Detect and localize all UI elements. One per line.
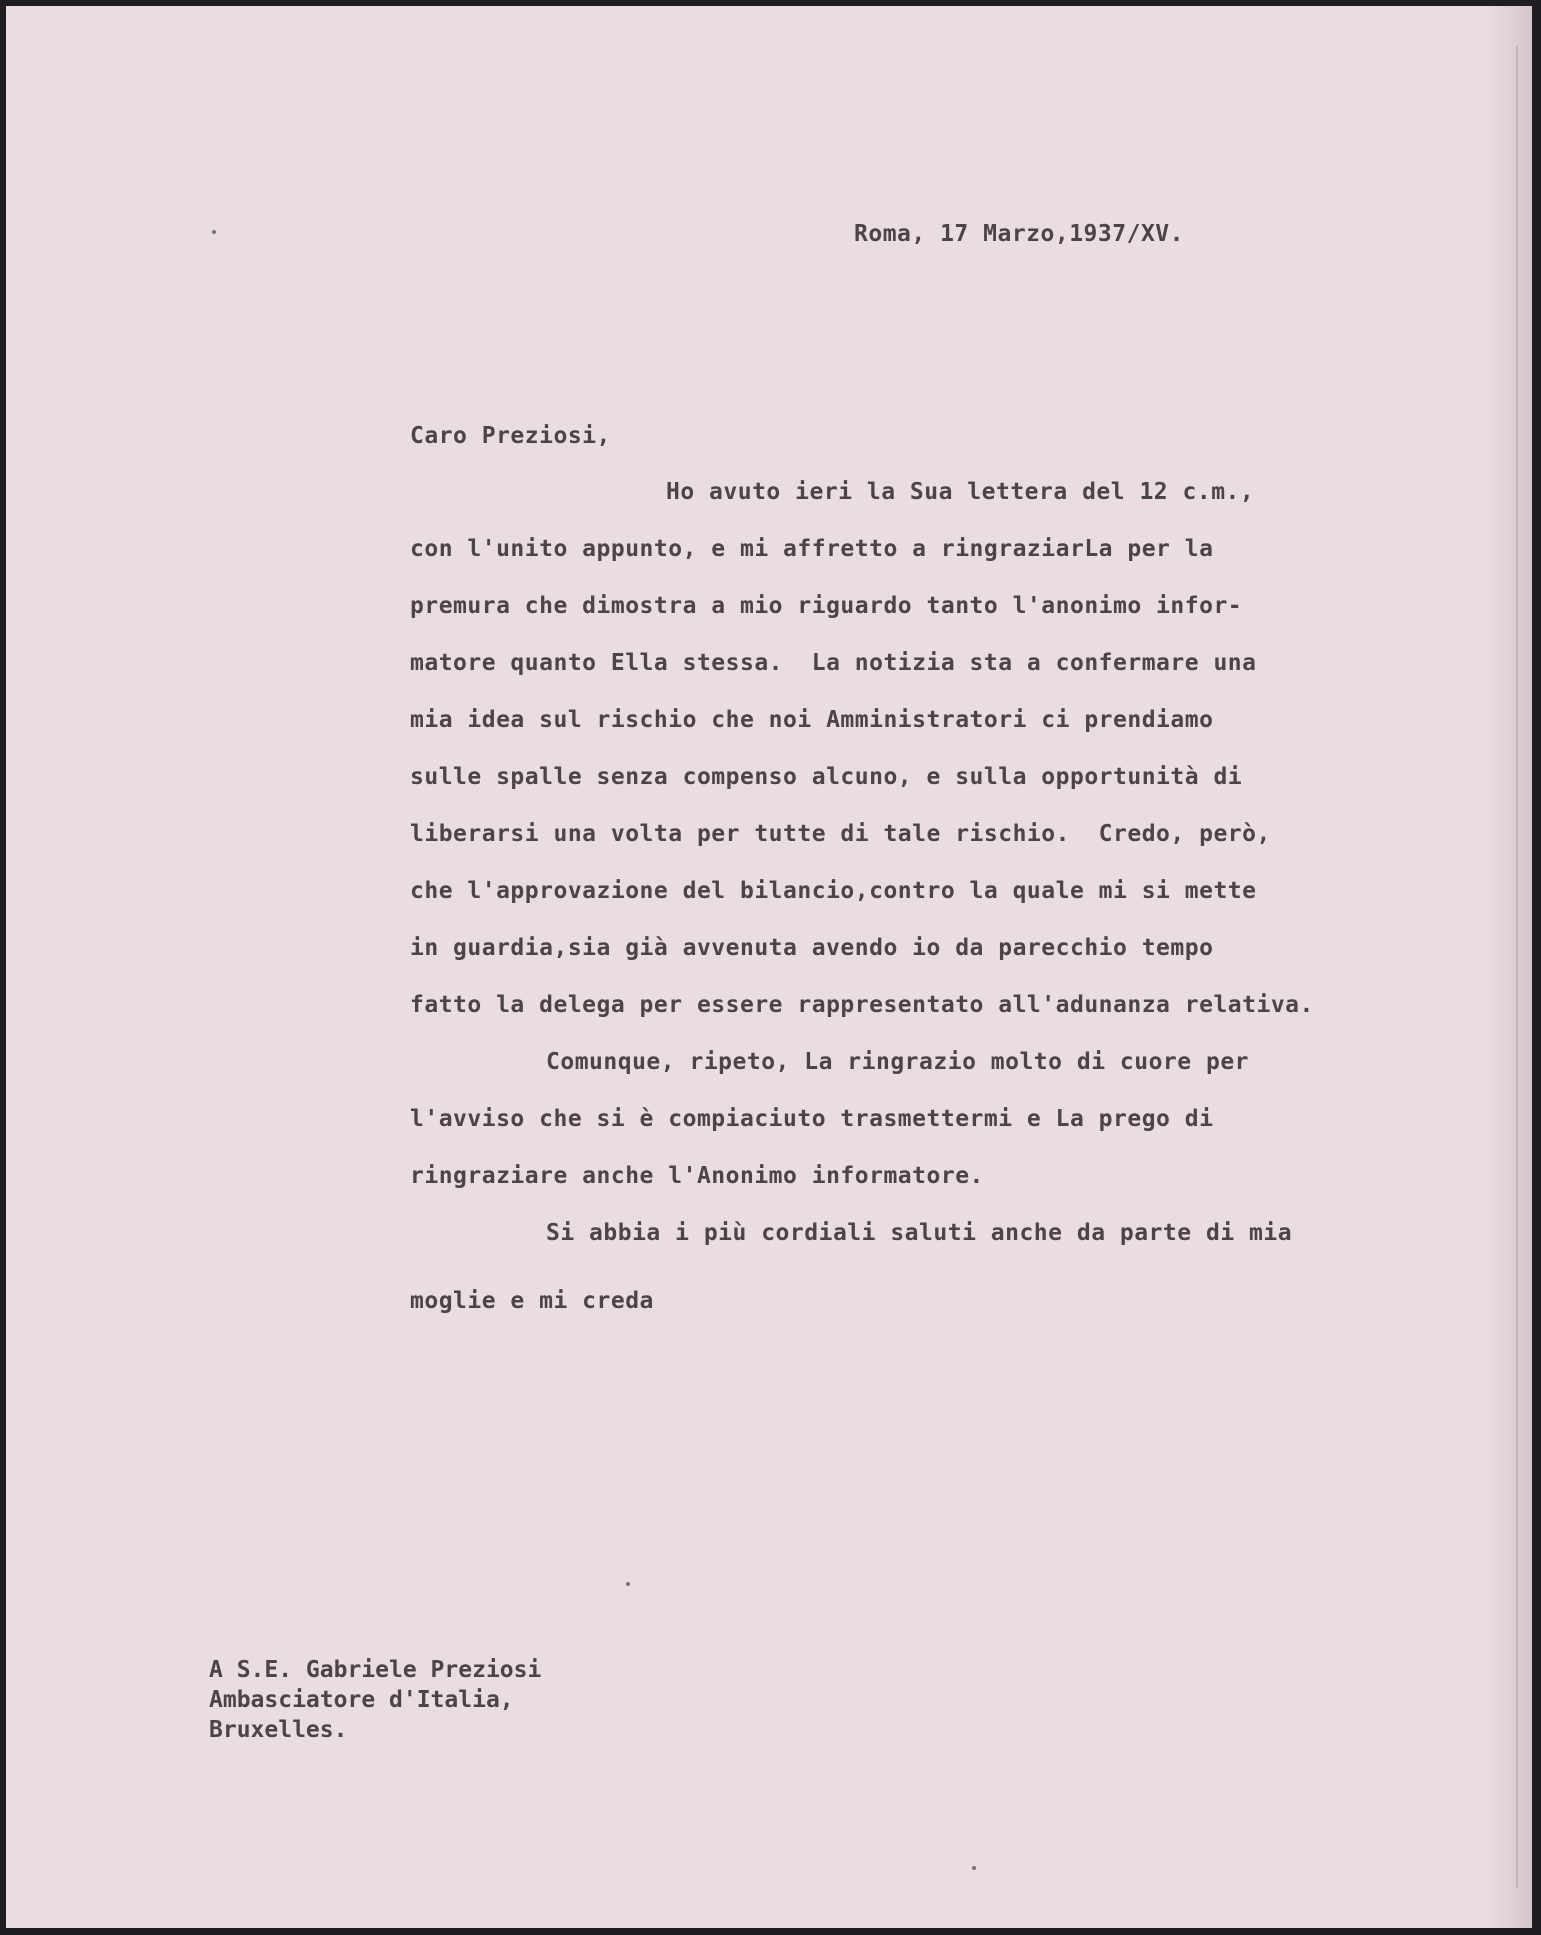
- body-line: mia idea sul rischio che noi Amministratori ci prendiamo: [410, 707, 1214, 733]
- body-line: con l'unito appunto, e mi affretto a ringraziarLa per la: [410, 536, 1214, 562]
- body-line: fatto la delega per essere rappresentato all'adunanza relativa.: [410, 992, 1314, 1018]
- recipient-title: Ambasciatore d'Italia,: [209, 1687, 514, 1713]
- body-line: ringraziare anche l'Anonimo informatore.: [410, 1163, 984, 1189]
- body-line: l'avviso che si è compiaciuto trasmettermi e La prego di: [410, 1106, 1214, 1132]
- salutation: Caro Preziosi,: [410, 423, 611, 449]
- body-line: Comunque, ripeto, La ringrazio molto di cuore per: [546, 1049, 1250, 1075]
- body-line: liberarsi una volta per tutte di tale rischio. Credo, però,: [410, 821, 1271, 847]
- letter-page: [6, 6, 1532, 1928]
- body-line: in guardia,sia già avvenuta avendo io da parecchio tempo: [410, 935, 1214, 961]
- body-line: sulle spalle senza compenso alcuno, e sulla opportunità di: [410, 764, 1243, 790]
- body-line: che l'approvazione del bilancio,contro la quale mi si mette: [410, 878, 1257, 904]
- paper-speck: [626, 1582, 630, 1586]
- paper-speck: [212, 230, 216, 234]
- recipient-name: A S.E. Gabriele Preziosi: [209, 1657, 542, 1683]
- recipient-city: Bruxelles.: [209, 1717, 348, 1743]
- body-line: matore quanto Ella stessa. La notizia sta a confermare una: [410, 650, 1257, 676]
- body-line: moglie e mi creda: [410, 1288, 654, 1314]
- body-line: premura che dimostra a mio riguardo tanto l'anonimo infor-: [410, 593, 1243, 619]
- letter-date: Roma, 17 Marzo,1937/XV.: [854, 221, 1184, 247]
- page-fold-shadow: [1516, 46, 1518, 1888]
- body-line: Ho avuto ieri la Sua lettera del 12 c.m.,: [666, 479, 1255, 505]
- paper-speck: [972, 1866, 976, 1870]
- body-line: Si abbia i più cordiali saluti anche da parte di mia: [546, 1220, 1293, 1246]
